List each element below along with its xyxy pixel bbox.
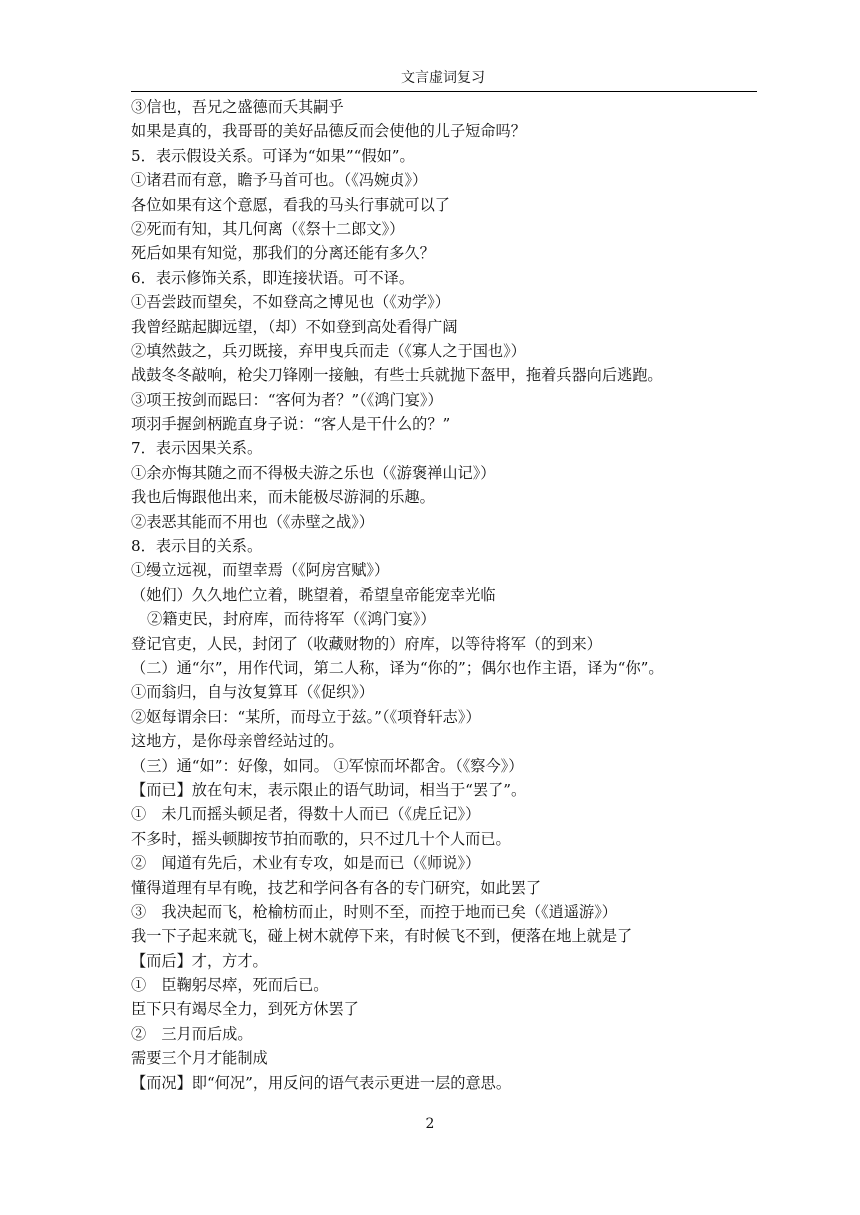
text-line: 登记官吏，人民，封闭了（收藏财物的）府库，以等待将军（的到来） [131,634,602,653]
text-line: ③ 我决起而飞，枪榆枋而止，时则不至，而控于地而已矣（《逍遥游》） [131,902,617,921]
text-line: 懂得道理有早有晚，技艺和学问各有各的专门研究，如此罢了 [131,878,542,897]
header-rule [131,91,757,92]
text-line: ①诸君而有意，瞻予马首可也。（《冯婉贞》） [131,171,428,190]
text-line: （她们）久久地伫立着，眺望着，希望皇帝能宠幸光临 [131,585,496,604]
text-line: （二）通“尔”，用作代词，第二人称，译为“你的”；偶尔也作主语，译为“你”。 [131,658,664,677]
text-line: 我也后悔跟他出来，而未能极尽游洞的乐趣。 [131,488,435,507]
text-line: ②妪每谓余曰：“某所，而母立于兹。”（《项脊轩志》） [131,707,481,726]
text-line: 6．表示修饰关系，即连接状语。可不译。 [131,268,415,287]
text-line: ① 未几而摇头顿足者，得数十人而已（《虎丘记》） [131,805,481,824]
text-line: 不多时，摇头顿脚按节拍而歌的，只不过几十个人而已。 [131,829,511,848]
text-line: 【而况】即“何况”，用反问的语气表示更进一层的意思。 [131,1073,512,1092]
text-line: 需要三个月才能制成 [131,1049,268,1068]
page-number: 2 [425,1116,435,1132]
text-line: ②死而有知，其几何离（《祭十二郎文》） [131,219,405,238]
text-line: ③项王按剑而跽曰：“客何为者？”（《鸿门宴》） [131,390,443,409]
text-line: 8．表示目的关系。 [131,537,263,556]
text-line: 我曾经踮起脚远望，（却）不如登到高处看得广阔 [131,317,458,336]
text-line: ② 闻道有先后，术业有专攻，如是而已（《师说》） [131,854,481,873]
text-line: 这地方，是你母亲曾经站过的。 [131,732,344,751]
text-line: 项羽手握剑柄跪直身子说：“客人是干什么的？” [131,415,451,434]
text-line: ①余亦悔其随之而不得极夫游之乐也（《游褒禅山记》） [131,463,496,482]
text-line: 战鼓冬冬敲响，枪尖刀锋刚一接触，有些士兵就抛下盔甲，拖着兵器向后逃跑。 [131,366,663,385]
text-line: 如果是真的，我哥哥的美好品德反而会使他的儿子短命吗？ [131,122,526,141]
text-line: 【而已】放在句末，表示限止的语气助词，相当于“罢了”。 [131,780,527,799]
text-line: ①缦立远视，而望幸焉（《阿房宫赋》） [131,561,390,580]
text-line: ①而翁归，自与汝复算耳（《促织》） [131,683,374,702]
page-header: 文言虚词复习 [401,70,485,86]
text-line: ① 臣鞠躬尽瘁，死而后已。 [131,976,329,995]
text-line: 各位如果有这个意愿，看我的马头行事就可以了 [131,195,450,214]
text-line: 5．表示假设关系。可译为“如果”“假如”。 [131,146,415,165]
document-body [131,95,771,1095]
text-line: 我一下子起来就飞，碰上树木就停下来，有时候飞不到，便落在地上就是了 [131,927,633,946]
text-line: 死后如果有知觉，那我们的分离还能有多久？ [131,244,435,263]
text-line: 臣下只有竭尽全力，到死方休罢了 [131,1000,359,1019]
text-line: 【而后】才，方才。 [131,951,268,970]
text-line: ③信也，吾兄之盛德而夭其嗣乎 [131,98,344,116]
text-line: ②填然鼓之，兵刃既接，弃甲曳兵而走（《寡人之于国也》） [131,341,526,360]
text-line: ② 三月而后成。 [131,1024,253,1043]
text-line: ②表恶其能而不用也（《赤壁之战》） [131,512,374,531]
text-line: ②籍吏民，封府库，而待将军（《鸿门宴》） [147,610,436,629]
text-line: （三）通“如”：好像，如同。 ①军惊而坏都舍。（《察今》） [131,756,524,775]
text-line: 7．表示因果关系。 [131,439,263,458]
text-line: ①吾尝跂而望矣，不如登高之博见也（《劝学》） [131,293,450,312]
